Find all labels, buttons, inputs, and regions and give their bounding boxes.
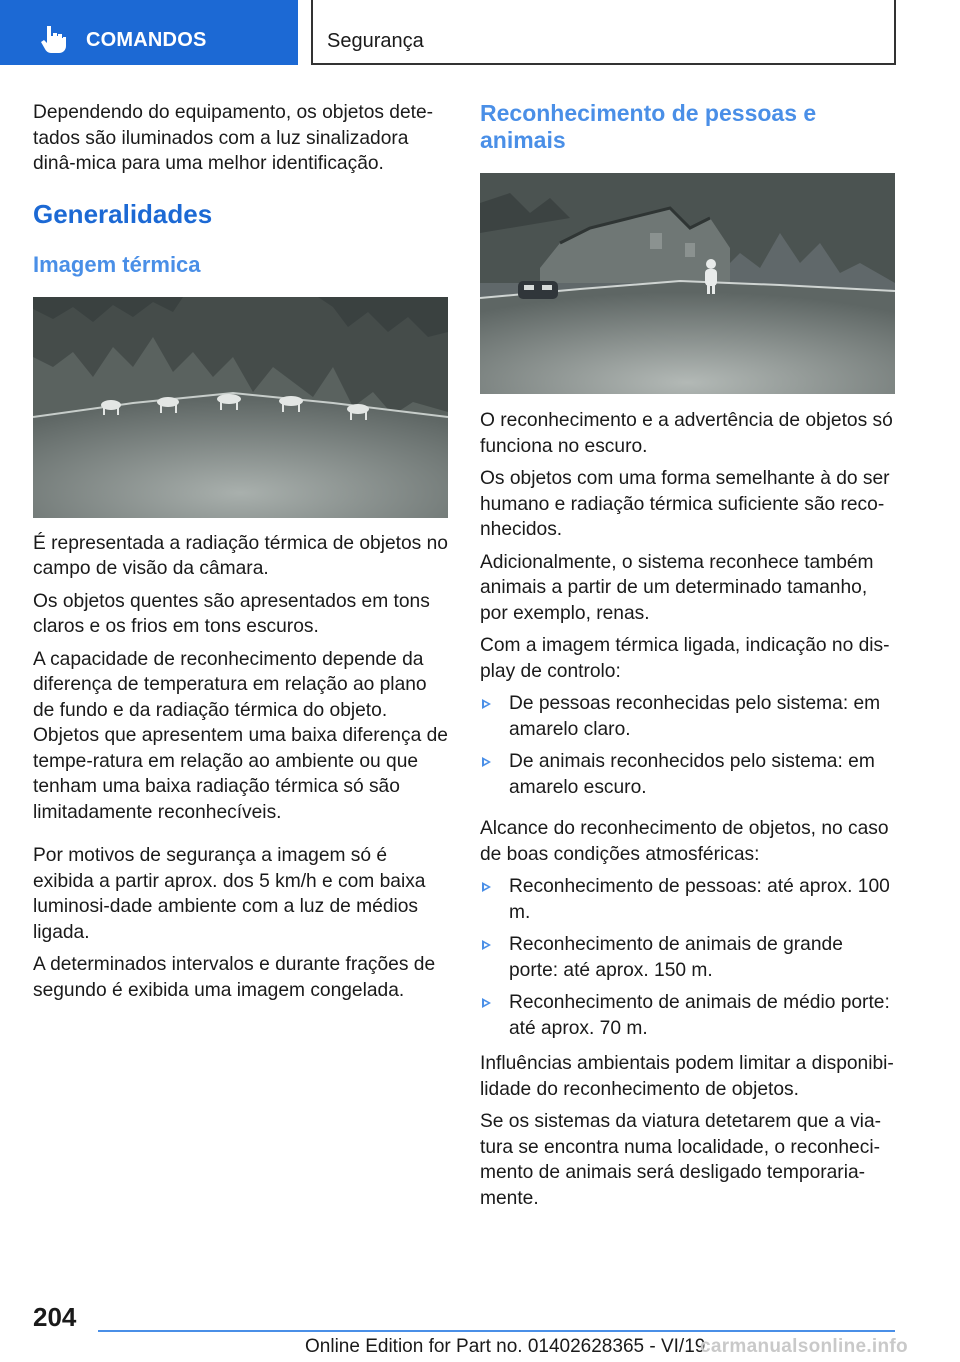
paragraph: A determinados intervalos e durante frações de segundo é exibida uma imagem congelada. xyxy=(33,954,436,1001)
paragraph: O reconhecimento e a advertência de objetos só funciona no escuro. xyxy=(480,410,893,457)
section-heading: Generalidades xyxy=(33,198,213,229)
paragraph: Os objetos quentes são apresentados em tons claros e os frios em tons escuros. xyxy=(33,590,430,637)
footer-rule xyxy=(98,1330,895,1332)
paragraph: Se os sistemas da viatura detetarem que a via-tura se encontra numa localidade, o reconheci-mento de animais será desligado temporaria-mente. xyxy=(480,1111,882,1209)
list-item: De animais reconhecidos pelo sistema: em amarelo escuro. xyxy=(480,749,896,800)
section-tab xyxy=(0,0,298,65)
edition-note: Online Edition for Part no. 01402628365 - VI/19 xyxy=(305,1336,706,1357)
page-number: 204 xyxy=(33,1302,77,1332)
list-item: Reconhecimento de animais de grande porte: até aprox. 150 m. xyxy=(480,932,896,983)
paragraph: Adicionalmente, o sistema reconhece também animais a partir de um determinado tamanho, por exemplo, renas. xyxy=(480,551,874,624)
triangle-bullet-icon xyxy=(482,940,491,950)
range-list xyxy=(480,874,896,1041)
section-heading-recognition: Reconhecimento de pessoas e animais xyxy=(480,100,817,153)
paragraph: É representada a radiação térmica de objetos no campo de visão da câmara. xyxy=(33,532,448,579)
paragraph: Com a imagem térmica ligada, indicação no dis-play de controlo: xyxy=(480,635,890,682)
triangle-bullet-icon xyxy=(482,998,491,1008)
triangle-bullet-icon xyxy=(482,882,491,892)
list-item: De pessoas reconhecidas pelo sistema: em amarelo claro. xyxy=(480,691,896,742)
topic-header xyxy=(311,0,896,65)
left-column xyxy=(33,100,449,1010)
paragraph: Influências ambientais podem limitar a disponibi-lidade do reconhecimento de objetos. xyxy=(480,1053,894,1100)
list-item: Reconhecimento de animais de médio porte: até aprox. 70 m. xyxy=(480,990,896,1041)
display-indication-list xyxy=(480,691,896,800)
subheading: Imagem térmica xyxy=(33,251,201,277)
paragraph: A capacidade de reconhecimento depende da diferença de temperatura em relação ao plano de fundo e da radiação térmica do objeto. Objetos que apresentem uma baixa diferença de tempe-ratura em relação ao ambiente ou que tenham uma baixa radiação térmica só são limitadamente reconhecíveis. xyxy=(33,648,448,823)
list-item: Reconhecimento de pessoas: até aprox. 100 m. xyxy=(480,874,896,925)
topic-label: Segurança xyxy=(327,30,424,52)
paragraph: Por motivos de segurança a imagem só é exibida a partir aprox. dos 5 km/h e com baixa luminosi-dade ambiente com a luz de médios ligada. xyxy=(33,845,426,943)
watermark: carmanualsonline.info xyxy=(700,1336,908,1357)
thermal-image-pedestrian xyxy=(480,173,895,394)
intro-text: Dependendo do equipamento, os objetos dete-tados são iluminados com a luz sinalizadora dinâ-mica para uma melhor identificação. xyxy=(33,102,434,174)
section-label: COMANDOS xyxy=(86,29,207,51)
right-column xyxy=(480,100,896,1218)
triangle-bullet-icon xyxy=(482,699,491,709)
hand-pointer-icon xyxy=(38,24,68,54)
paragraph: Alcance do reconhecimento de objetos, no caso de boas condições atmosféricas: xyxy=(480,818,889,865)
thermal-image-animals xyxy=(33,297,448,518)
triangle-bullet-icon xyxy=(482,757,491,767)
paragraph: Os objetos com uma forma semelhante à do ser humano e radiação térmica suficiente são reco-nhecidos. xyxy=(480,468,890,540)
